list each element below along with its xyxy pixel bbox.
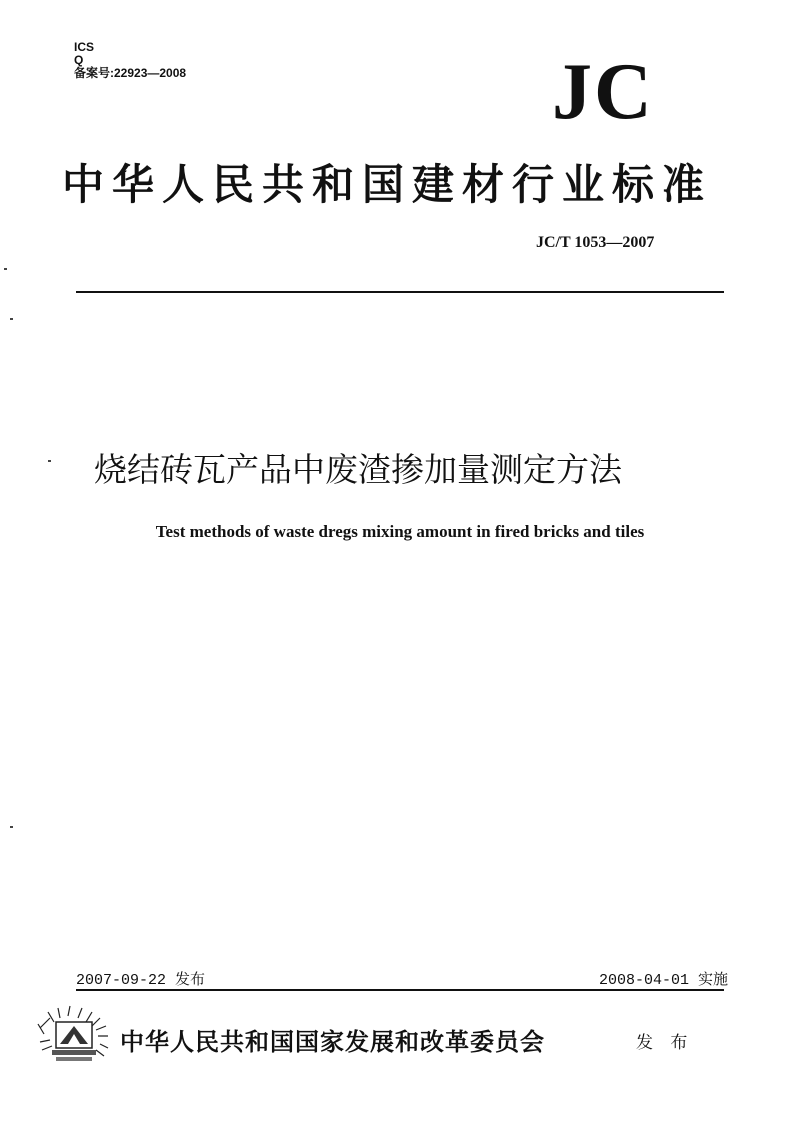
jc-logo: JC (552, 48, 654, 136)
implement-date: 2008-04-01 实施 (598, 972, 728, 989)
document-title-en: Test methods of waste dregs mixing amount in fired bricks and tiles (155, 522, 645, 541)
scan-speck (10, 826, 13, 828)
standard-title: 中华人民共和国建材行业标准 (62, 160, 713, 209)
standard-number: JC/T 1053—2007 (536, 234, 655, 251)
category-code: Q (74, 53, 84, 67)
scan-speck (4, 268, 7, 270)
document-title-cn: 烧结砖瓦产品中废渣掺加量测定方法 (94, 450, 622, 489)
filing-number: 备案号:22923—2008 (74, 66, 187, 80)
issuer-action: 发 布 (636, 1033, 694, 1053)
china-building-materials-emblem-icon (34, 1004, 114, 1068)
header-divider (76, 291, 724, 293)
issuer-name: 中华人民共和国国家发展和改革委员会 (120, 1027, 545, 1056)
scan-speck (10, 318, 13, 320)
issue-date: 2007-09-22 发布 (76, 972, 206, 989)
footer-divider (76, 989, 724, 991)
ics-label: ICS (74, 40, 95, 54)
scan-speck (48, 460, 51, 462)
